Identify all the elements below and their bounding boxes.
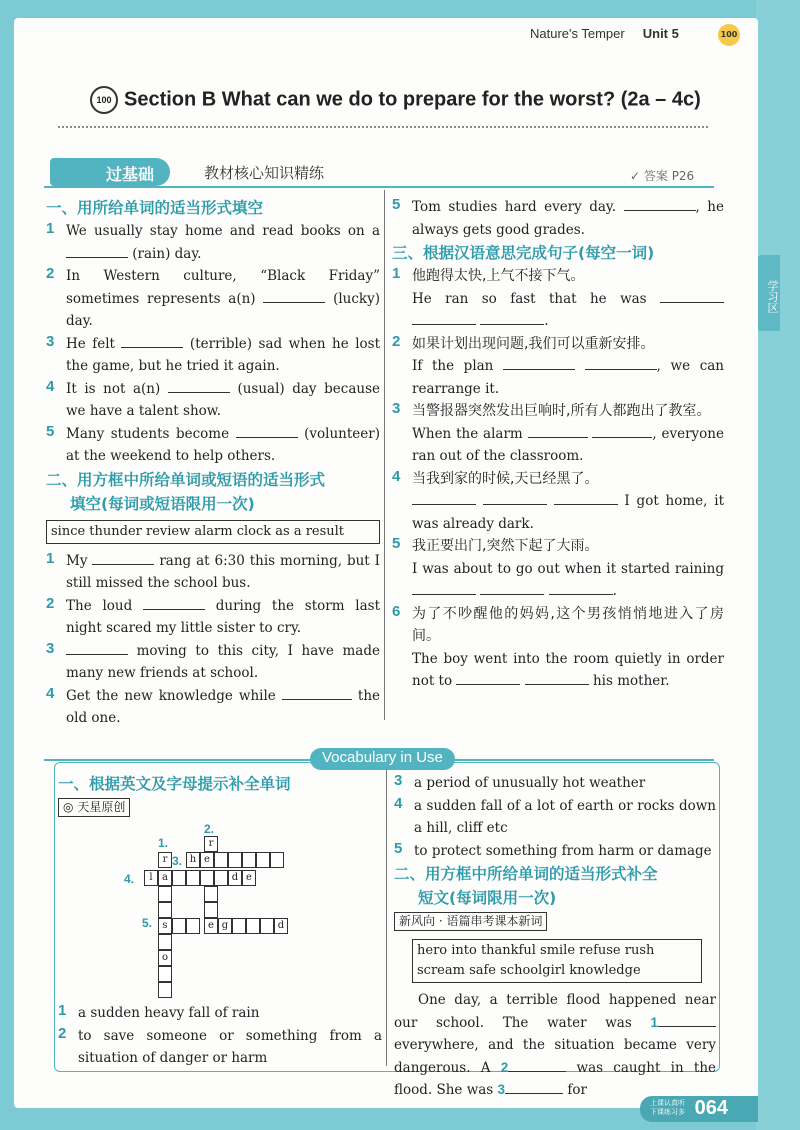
clue (394, 772, 716, 795)
answer-blank[interactable] (282, 686, 352, 700)
word-box-2 (412, 939, 702, 983)
question-number: 1 (46, 549, 55, 567)
vocab-tag: Vocabulary in Use (310, 748, 455, 770)
answer-blank[interactable] (121, 334, 183, 348)
chinese-prompt: 当警报器突然发出巨响时,所有人都跑出了教室。 (412, 403, 711, 419)
crossword-cell[interactable] (214, 870, 228, 886)
crossword-cell[interactable] (158, 902, 172, 918)
crossword-cell[interactable] (200, 870, 214, 886)
page-number: 064 (694, 1097, 728, 1119)
passage-text: was caught in the flood. She was (394, 1059, 716, 1098)
part2-heading-cont: 填空(每词或短语限用一次) (70, 494, 255, 513)
vocab-right (394, 772, 716, 1102)
question-text: I got home, it was already dark. (412, 493, 725, 532)
question-number: 1 (46, 220, 55, 237)
answer-blank[interactable] (505, 1080, 563, 1094)
answer-blank[interactable] (660, 289, 724, 303)
footer-note-line: 下课练习多 (650, 1108, 685, 1116)
question-number: 4 (392, 467, 401, 485)
question-number: 4 (46, 377, 55, 395)
vocab-divider (386, 770, 387, 1066)
source-text: 天星原创 (77, 800, 126, 814)
clue (58, 1025, 382, 1070)
clue-text: a sudden fall of a lot of earth or rocks down a hill, cliff etc (414, 797, 716, 836)
question-text: (rain) day. (128, 245, 202, 262)
clue-number: 1 (58, 1002, 67, 1019)
question (46, 378, 380, 423)
crossword-cell[interactable] (260, 918, 274, 934)
vocab-clues-left (58, 1002, 382, 1070)
answer-blank[interactable] (480, 581, 544, 595)
crossword-cell[interactable] (232, 918, 246, 934)
question-text: In Western culture, “Black Friday” sometimes represents a(n) (66, 268, 380, 307)
question-text: The boy went into the room quietly in order not to (412, 650, 724, 689)
question (46, 220, 380, 265)
question-text: He felt (66, 335, 122, 352)
word-box-line: hero into thankful smile refuse rush (417, 943, 655, 958)
left-column (46, 196, 380, 730)
question-number: 3 (392, 400, 401, 417)
vocab-left (58, 772, 382, 821)
clue-number: 4 (394, 794, 403, 812)
question-text: , we can rearrange it. (412, 358, 724, 397)
answer-ref-text: 答案 P26 (643, 169, 695, 183)
question-text: the old one. (66, 687, 381, 726)
crossword-cell[interactable]: r (158, 852, 172, 868)
question-text: (lucky) day. (66, 290, 380, 329)
passage-text: for (563, 1082, 587, 1098)
crossword-cell[interactable]: e (242, 870, 256, 886)
question (46, 333, 380, 378)
answer-blank[interactable] (483, 491, 547, 505)
footer-note (650, 1099, 685, 1117)
clue-text: a period of unusually hot weather (414, 775, 646, 791)
part1-heading: 一、用所给单词的适当形式填空 (46, 199, 264, 217)
answer-blank[interactable] (508, 1058, 566, 1072)
question (46, 640, 380, 685)
chinese-prompt: 当我到家的时候,天已经黑了。 (412, 470, 599, 487)
answer-ref: ✓ 答案 P26 (630, 169, 695, 183)
answer-blank[interactable] (236, 424, 298, 438)
crossword-cell[interactable] (214, 852, 228, 868)
crossword-cell[interactable]: d (228, 870, 242, 886)
crossword-cell[interactable] (246, 918, 260, 934)
question (392, 196, 724, 241)
question-number: 2 (46, 265, 55, 282)
banner-title: 过基础 (50, 158, 170, 186)
crossword-cell[interactable] (186, 870, 200, 886)
question-number: 3 (46, 639, 55, 657)
vocab-heading-2: 二、用方框中所给单词的适当形式补全 (394, 865, 658, 883)
banner-line (44, 186, 714, 188)
question-text: , everyone ran out of the classroom. (412, 425, 724, 464)
logo-badge-icon: 100 (718, 24, 740, 46)
answer-blank[interactable] (143, 596, 205, 610)
crossword-number: 4. (124, 872, 135, 886)
answer-blank[interactable] (480, 311, 544, 325)
clue-text: to protect something from harm or damage (414, 842, 712, 859)
passage-text: One day, a terrible flood happened near our school. The water was (394, 992, 716, 1031)
right-column (392, 196, 724, 693)
crossword-cell[interactable]: h (186, 852, 200, 868)
blank-number: 1 (650, 1014, 658, 1030)
question-text: during the storm last night scared my little sister to cry. (66, 597, 380, 636)
question-number: 5 (392, 196, 401, 213)
unit-label: Unit 5 (642, 26, 679, 41)
answer-blank[interactable] (503, 356, 575, 370)
answer-blank[interactable] (549, 581, 613, 595)
question-number: 4 (46, 684, 55, 702)
question (46, 550, 380, 595)
question-text: , he always gets good grades. (412, 199, 724, 238)
crossword-cell[interactable]: r (204, 836, 218, 852)
clue-number: 5 (394, 839, 403, 857)
question-number: 1 (392, 265, 401, 282)
crossword-cell[interactable] (228, 852, 242, 868)
crossword-cell[interactable] (172, 918, 186, 934)
question-number: 5 (392, 535, 401, 552)
crossword-cell[interactable]: s (158, 918, 172, 934)
crossword-cell[interactable] (158, 886, 172, 902)
question (46, 685, 380, 730)
question-text: (volunteer) at the weekend to help others. (66, 425, 380, 464)
book-title: Nature's Temper (530, 26, 625, 41)
crossword-cell[interactable] (204, 886, 218, 902)
blank-number: 3 (497, 1082, 506, 1097)
part2-heading: 二、用方框中所给单词或短语的适当形式 (46, 470, 326, 489)
question-text: moving to this city, I have made many new friends at school. (66, 642, 380, 681)
crossword-cell[interactable]: a (158, 870, 172, 886)
question-text: Many students become (66, 425, 236, 442)
word-box-line: scream safe schoolgirl knowledge (417, 963, 641, 978)
question (46, 265, 380, 333)
question: 1 他跑得太快,上气不接下气。 He ran so fast that he was . (392, 265, 724, 333)
passage-text: everywhere, and the situation became very dangerous. A (394, 1037, 716, 1076)
crossword-grid (120, 822, 340, 1002)
vocab-heading: 一、根据英文及字母提示补全单词 (58, 775, 291, 793)
passage (394, 989, 716, 1102)
footer-note-line: 上课认真听 (650, 1099, 685, 1107)
running-header (530, 26, 679, 41)
crossword-cell[interactable] (172, 870, 186, 886)
answer-blank[interactable] (412, 311, 476, 325)
question-text: The loud (66, 597, 143, 614)
question-text: (terrible) sad when he lost the game, but he tried it again. (66, 335, 380, 374)
question (392, 603, 724, 693)
answer-blank[interactable] (66, 641, 128, 655)
question-text: My (66, 552, 93, 569)
crossword-cell[interactable]: g (218, 918, 232, 934)
crossword-cell[interactable] (158, 966, 172, 982)
answer-blank[interactable] (585, 356, 657, 370)
clue (394, 840, 716, 863)
crossword-number: 5. (142, 916, 153, 930)
question (392, 333, 724, 401)
crossword-cell[interactable] (204, 902, 218, 918)
star-badge-icon: 100 (90, 86, 118, 114)
chinese-prompt: 如果计划出现问题,我们可以重新安排。 (412, 335, 655, 352)
answer-blank[interactable] (412, 581, 476, 595)
answer-blank[interactable] (554, 491, 618, 505)
vocab-heading-2-cont: 短文(每词限用一次) (418, 889, 557, 907)
question-text: I was about to go out when it started raining (412, 560, 724, 577)
crossword-cell[interactable]: o (158, 950, 172, 966)
crossword-cell[interactable]: e (200, 852, 214, 868)
crossword-cell[interactable] (158, 934, 172, 950)
answer-blank[interactable] (412, 491, 476, 505)
question (392, 400, 724, 468)
question-text: If the plan (412, 358, 503, 374)
chinese-prompt: 我正要出门,突然下起了大雨。 (412, 538, 599, 554)
source-tag (58, 798, 130, 817)
clue-number: 3 (394, 772, 403, 789)
page-footer (640, 1096, 758, 1122)
side-tab: 学习区 (756, 255, 780, 331)
source-tag-2: 新风向 · 语篇串考课本新词 (394, 912, 547, 931)
section-rule (58, 126, 708, 128)
answer-blank[interactable] (168, 379, 230, 393)
chinese-prompt: 他跑得太快,上气不接下气。 (412, 268, 585, 284)
crossword-cell[interactable]: d (274, 918, 288, 934)
answer-blank[interactable] (525, 671, 589, 685)
blank-number: 2 (500, 1059, 509, 1075)
clue (394, 795, 716, 840)
answer-blank[interactable] (456, 671, 520, 685)
question-text: He ran so fast that he was (412, 290, 660, 307)
chinese-prompt: 为了不吵醒他的妈妈,这个男孩悄悄地进入了房间。 (412, 605, 724, 644)
crossword-number: 2. (204, 822, 215, 836)
source-icon: ◎ (63, 800, 74, 814)
answer-blank[interactable] (592, 424, 652, 438)
clue-text: a sudden heavy fall of rain (78, 1005, 260, 1021)
question (392, 468, 724, 536)
crossword-cell[interactable] (242, 852, 256, 868)
word-box: since thunder review alarm clock as a result (46, 520, 380, 544)
question-number: 2 (392, 332, 401, 350)
crossword-cell[interactable] (158, 982, 172, 998)
question-number: 5 (46, 422, 55, 440)
crossword-cell[interactable] (256, 852, 270, 868)
crossword-number: 1. (158, 836, 169, 850)
question (46, 595, 380, 640)
question-number: 3 (46, 332, 55, 350)
question-text: his mother. (588, 673, 670, 689)
crossword-cell[interactable]: l (144, 870, 158, 886)
question-number: 2 (46, 594, 55, 612)
crossword-cell[interactable] (186, 918, 200, 934)
section-title-text: Section B What can we do to prepare for the worst? (2a – 4c) (124, 88, 701, 111)
question-number: 6 (392, 602, 401, 620)
question (46, 423, 380, 468)
question-text: It is not a(n) (66, 380, 168, 397)
crossword-cell[interactable]: e (204, 918, 218, 934)
answer-blank[interactable] (658, 1013, 716, 1027)
clue (58, 1002, 382, 1025)
crossword-number: 3. (172, 854, 183, 868)
answer-blank[interactable] (66, 244, 128, 258)
tab-strip (756, 0, 800, 1130)
section-title (90, 86, 701, 114)
question-text: (usual) day because we have a talent show. (66, 380, 380, 419)
question-text: We usually stay home and read books on a (66, 223, 380, 239)
part3-heading: 三、根据汉语意思完成句子(每空一词) (392, 244, 655, 262)
answer-blank[interactable] (624, 197, 696, 211)
question-text: Get the new knowledge while (66, 687, 282, 704)
question-text: rang at 6:30 this morning, but I still missed the school bus. (66, 552, 380, 591)
clue-number: 2 (58, 1024, 67, 1042)
question-text: When the alarm (412, 425, 528, 442)
column-divider (384, 190, 385, 720)
answer-blank[interactable] (528, 424, 588, 438)
answer-blank[interactable] (263, 289, 325, 303)
banner-subtitle: 教材核心知识精练 (204, 164, 325, 182)
question-text: Tom studies hard every day. (412, 199, 624, 215)
clue-text: to save someone or something from a situation of danger or harm (78, 1027, 382, 1066)
question: 5 我正要出门,突然下起了大雨。 I was about to go out when it started raining . (392, 535, 724, 599)
answer-blank[interactable] (92, 551, 154, 565)
crossword-cell[interactable] (270, 852, 284, 868)
